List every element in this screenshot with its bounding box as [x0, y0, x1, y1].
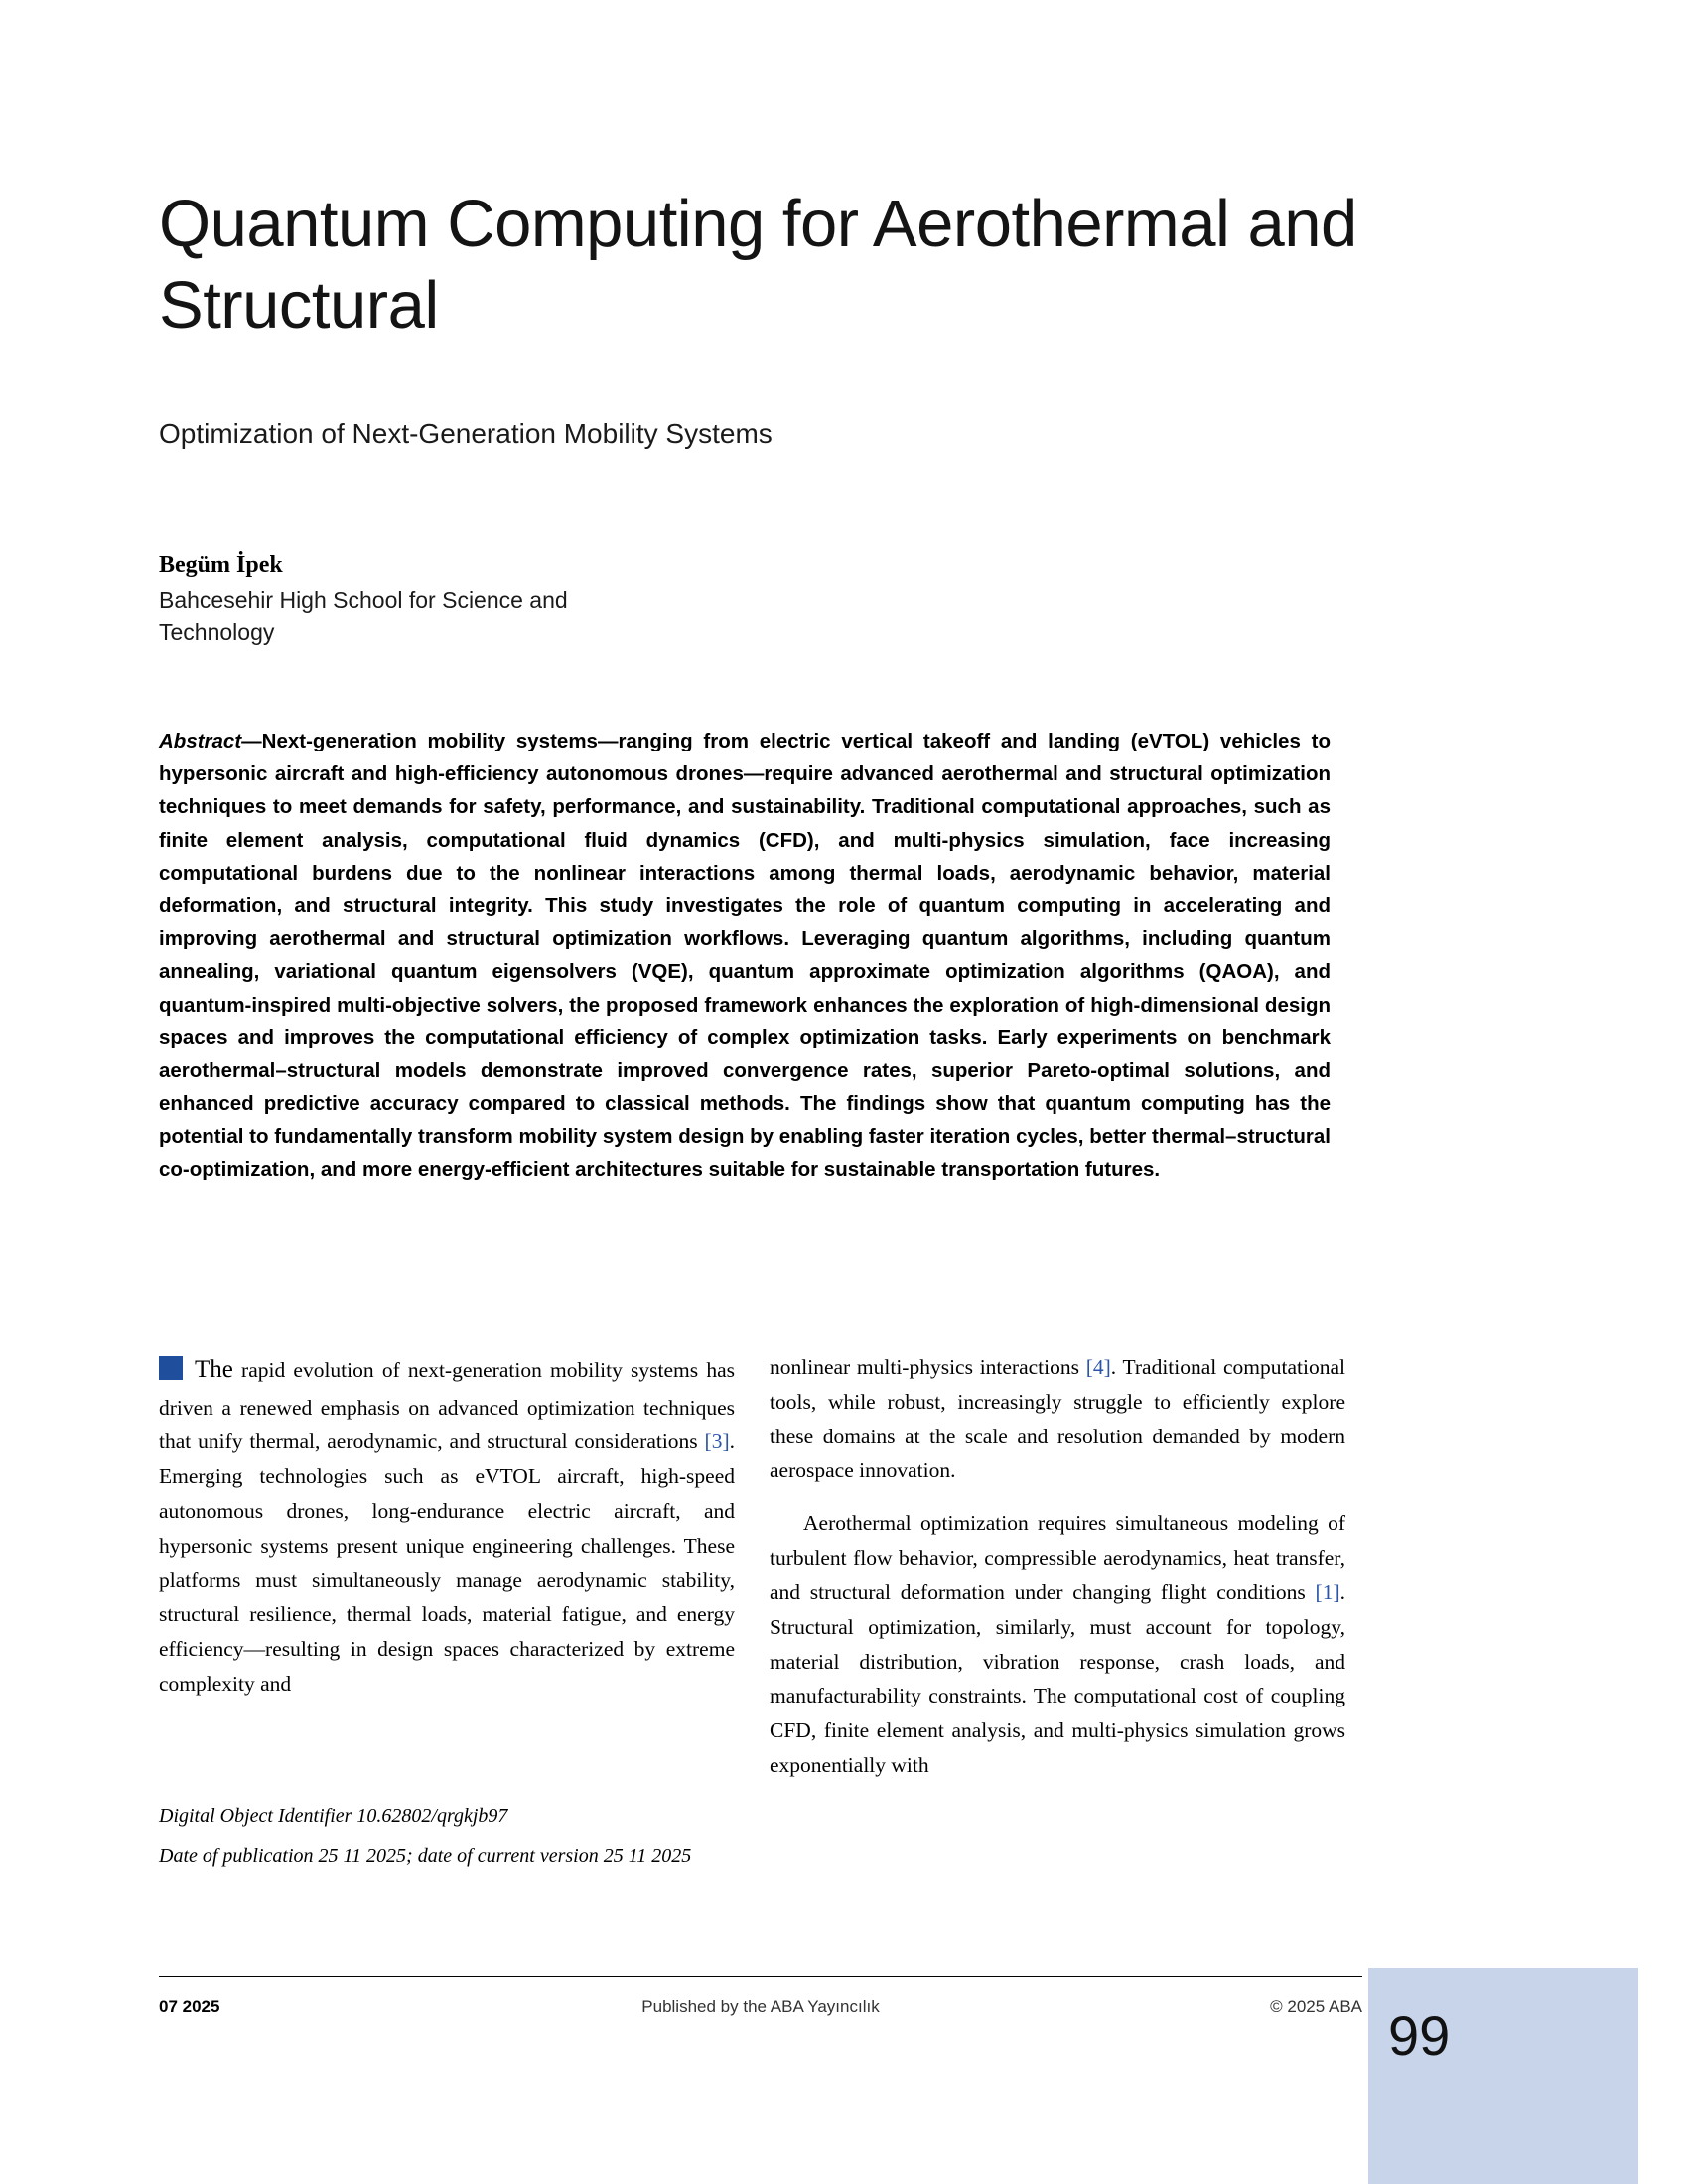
footer-divider: [159, 1976, 1362, 1977]
citation-ref-1[interactable]: [1]: [1315, 1579, 1340, 1604]
body-column-right: [770, 1350, 1345, 1801]
abstract-label: Abstract: [159, 730, 242, 752]
drop-square-icon: [159, 1356, 183, 1380]
footnote-doi[interactable]: Digital Object Identifier 10.62802/qrgkjb97: [159, 1805, 508, 1827]
paragraph-intro: [159, 1350, 735, 1702]
body-column-left: [159, 1350, 735, 1719]
footnote-block: [159, 1797, 735, 1878]
page-title: Quantum Computing for Aerothermal and Structural: [159, 186, 1357, 342]
paragraph-continuation-tail: . Traditional computational tools, while robust, increasingly struggle to efficiently explore these domains at the scale and resolution demanded by modern aerospace innovation.: [770, 1355, 1345, 1483]
paragraph-continuation-head: nonlinear multi-physics interactions: [770, 1355, 1086, 1379]
paragraph-aerothermal: [770, 1506, 1345, 1783]
footer-publisher: Published by the ABA Yayıncılık: [641, 1997, 880, 2016]
first-word: The: [195, 1356, 233, 1383]
footer-issue-date: 07 2025: [159, 1997, 220, 2016]
page-number: 99: [1388, 2004, 1451, 2067]
footnote-dates: Date of publication 25 11 2025; date of current version 25 11 2025: [159, 1845, 692, 1867]
abstract-text: —Next-generation mobility systems—ranging from electric vertical takeoff and landing (eVTOL) vehicles to hypersonic aircraft and high-efficiency autonomous drones—require advanced aerothermal and structural optimization techniques to meet demands for safety, performance, and sustainability. Traditional computational approaches, such as finite element analysis, computational fluid dynamics (CFD), and multi-physics simulation, face increasing computational burdens due to the nonlinear interactions among thermal loads, aerodynamic behavior, material deformation, and structural integrity. This study investigates the role of quantum computing in accelerating and improving aerothermal and structural optimization workflows. Leveraging quantum algorithms, including quantum annealing, variational quantum eigensolvers (VQE), quantum approximate optimization algorithms (QAOA), and quantum-inspired multi-objective solvers, the proposed framework enhances the exploration of high-dimensional design spaces and improves the computational efficiency of complex optimization tasks. Early experiments on benchmark aerothermal–structural models demonstrate improved convergence rates, superior Pareto-optimal solutions, and enhanced predictive accuracy compared to classical methods. The findings show that quantum computing has the potential to fundamentally transform mobility system design by enabling faster iteration cycles, better thermal–structural co-optimization, and more energy-efficient architectures suitable for sustainable transportation futures.: [159, 730, 1331, 1181]
paragraph-continuation: [770, 1350, 1345, 1488]
author-name: Begüm İpek: [159, 552, 283, 578]
author-affiliation: Bahcesehir High School for Science and Technology: [159, 587, 568, 645]
citation-ref-3[interactable]: [3]: [704, 1430, 730, 1454]
footer-copyright: © 2025 ABA: [1270, 1997, 1362, 2016]
page-number-box: [1368, 1968, 1638, 2184]
page-subtitle: Optimization of Next-Generation Mobility Systems: [159, 418, 773, 449]
citation-ref-4[interactable]: [4]: [1085, 1355, 1111, 1379]
abstract-block: [159, 725, 1331, 1186]
paragraph-intro-text: rapid evolution of next-generation mobility systems has driven a renewed emphasis on advanced optimization techniques that unify thermal, aerodynamic, and structural considerations: [159, 1358, 735, 1454]
paragraph-intro-tail: . Emerging technologies such as eVTOL aircraft, high-speed autonomous drones, long-endurance electric aircraft, and hypersonic systems present unique engineering challenges. These platforms must simultaneously manage aerodynamic stability, structural resilience, thermal loads, material fatigue, and energy efficiency—resulting in design spaces characterized by extreme complexity and: [159, 1430, 735, 1697]
paragraph-aerothermal-head: Aerothermal optimization requires simultaneous modeling of turbulent flow behavior, compressible aerodynamics, heat transfer, and structural deformation under changing flight conditions: [770, 1511, 1345, 1604]
paragraph-aerothermal-tail: . Structural optimization, similarly, must account for topology, material distribution, vibration response, crash loads, and manufacturability constraints. The computational cost of coupling CFD, finite element analysis, and multi-physics simulation grows exponentially with: [770, 1579, 1345, 1778]
